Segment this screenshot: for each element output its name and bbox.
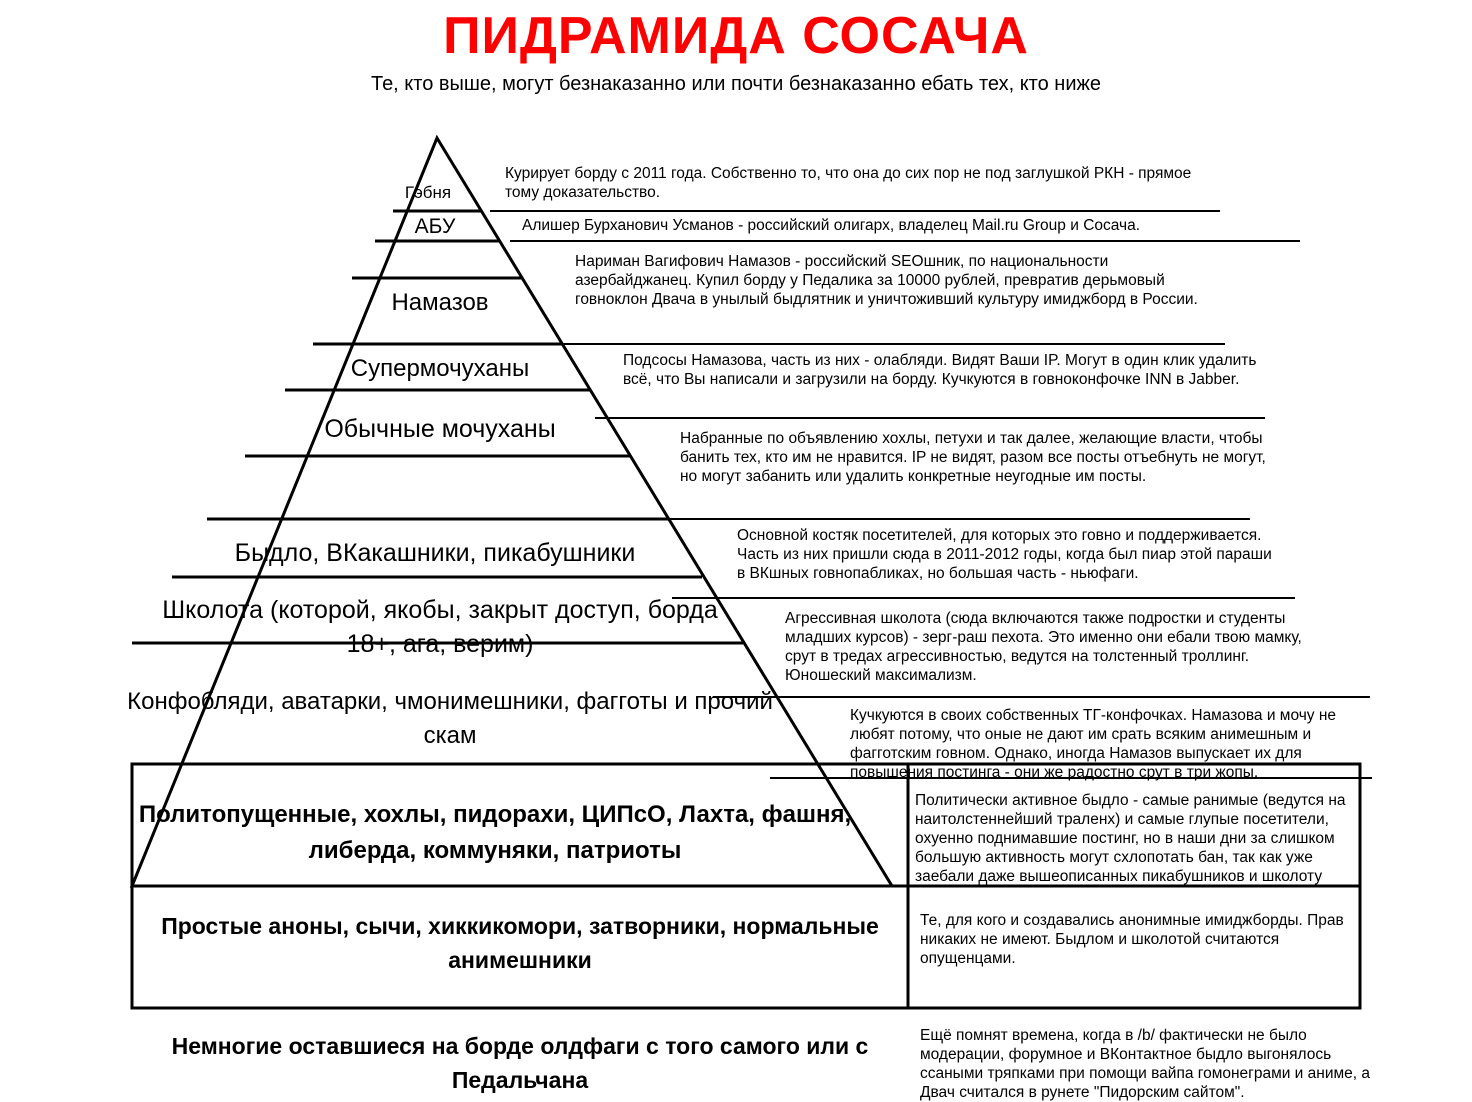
tier-label: Немногие оставшиеся на борде олдфаги с того самого или с Педальчана [171, 1033, 869, 1093]
tier-description: Агрессивная школота (сюда включаются также подростки и студенты младших курсов) - зерг-раш пехота. Это именно они ебали твою мамку, срут в тредах агрессивностью, ведутся на толстенный троллинг. Юношеский максимализм. [785, 610, 1302, 684]
tier-label: Быдло, ВКакашники, пикабушники [234, 539, 636, 567]
tier-description: Основной костяк посетителей, для которых это говно и поддерживается. Часть из них пришли сюда в 2011-2012 годы, когда был пиар этой параши в ВКшных говнопабликах, но большая часть - ньюфаги. [737, 527, 1272, 582]
tier-label: Супермочуханы [350, 355, 530, 382]
tier-description: Алишер Бурханович Усманов - российский олигарх, владелец Mail.ru Group и Сосача. [522, 217, 1141, 234]
tier-description: Набранные по объявлению хохлы, петухи и так далее, желающие власти, чтобы банить тех, кто им не нравится. IP не видят, разом все посты отъебнуть не могут, но могут забанить или удалить конкретные неугодные им посты. [680, 430, 1266, 485]
tier-description: Политически активное быдло - самые ранимые (ведутся на наитолстеннейший траленх) и самые глупые посетители, охуенно поднимавшие постинг, но в наши дни за слишком большую активность могут схлопотать бан, так как уже заебали даже вышеописанных пикабушников и школоту [915, 792, 1346, 885]
tier-description: Курирует борду с 2011 года. Собственно то, что она до сих пор не под заглушкой РКН - прямое тому доказательство. [505, 165, 1192, 201]
tier-label: Школота (которой, якобы, закрыт доступ, борда 18+, ага, верим) [162, 596, 718, 658]
tier-label: Обычные мочуханы [324, 415, 556, 443]
tier-description: Подсосы Намазова, часть из них - олабляди. Видят Ваши IP. Могут в один клик удалить всё, что Вы написали и загрузили на борду. Кучкуются в говноконфочке INN в Jabber. [623, 352, 1257, 388]
tier-label: Гэбня [404, 183, 452, 202]
tier-description: Те, для кого и создавались анонимные имиджборды. Прав никаких не имеют. Быдлом и школотой считаются опущенцами. [920, 912, 1344, 967]
tier-description: Ещё помнят времена, когда в /b/ фактически не было модерации, форумное и ВКонтактное быдло выгонялось ссаными тряпками при помощи вайпа гомонеграми и аниме, а Двач считался в рунете "Пидорским сайтом". [920, 1027, 1370, 1101]
tier-description: Кучкуются в своих собственных ТГ-конфочках. Намазова и мочу не любят потому, что оные не дают им срать всяким анимешным и фагготским говном. Однако, иногда Намазов выпускает их для повышения постинга - они же радостно срут в три жопы. [850, 707, 1337, 781]
pyramid-diagram [0, 126, 1472, 1101]
tier-label: Намазов [391, 289, 489, 316]
tier-label: Политопущенные, хохлы, пидорахи, ЦИПсО, Лахта, фашня, либерда, коммуняки, патриоты [138, 801, 852, 864]
page-title: ПИДРАМИДА СОСАЧА [443, 7, 1029, 65]
page-subtitle: Те, кто выше, могут безнаказанно или почти безнаказанно ебать тех, кто ниже [370, 73, 1102, 95]
tier-label: АБУ [414, 215, 456, 238]
tier-description: Нариман Вагифович Намазов - российский SEOшник, по национальности азербайджанец. Купил борду у Педалика за 10000 рублей, превратив дерьмовый говноклон Двача в унылый быдлятник и уничтоживший культуру имиджборд в России. [575, 253, 1198, 308]
tier-label: Конфобляди, аватарки, чмонимешники, фагготы и прочий скам [127, 688, 773, 749]
tier-label: Простые аноны, сычи, хиккикомори, затворники, нормальные анимешники [161, 913, 879, 973]
